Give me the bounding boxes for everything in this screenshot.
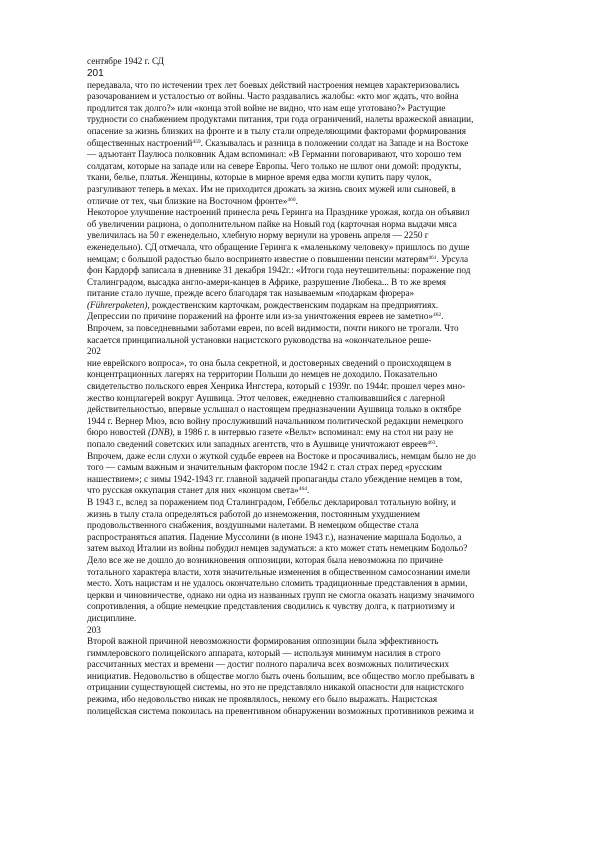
text-line: питание стало лучше, прежде всего благодаря так называемым «подаркам фюрера» bbox=[87, 288, 415, 299]
text-segment: . Урсула bbox=[436, 253, 469, 264]
italic-term: (Führerpaketen), bbox=[87, 299, 150, 310]
text-line: сопротивления, а общие немецкие представления сводились к чувству долга, к патриотизму и bbox=[87, 601, 455, 612]
text-line: трудности со снабжением продуктами питания, три года ограничений, налеты вражеской авиации, bbox=[87, 114, 474, 125]
text-line bbox=[87, 254, 534, 266]
text-segment: . bbox=[307, 485, 310, 496]
text-line: затем выход Италии из войны побудил немцев задуматься: а кто может стать немецким Бодольо? bbox=[87, 543, 468, 554]
text-line: свидетельство польского еврея Хенрика Ингстера, который с 1939г. по 1944г. прошел через мно- bbox=[87, 381, 466, 392]
page-number: 201 bbox=[87, 67, 104, 79]
text-line: Дело все же не дошло до возникновения оппозиции, которая была невозможна по причине bbox=[87, 554, 443, 565]
text-line bbox=[87, 138, 534, 150]
text-line: того — самым важным и значительным фактором после 1942 г. стал страх перед «русским bbox=[87, 462, 442, 473]
text-segment: в 1986 г. в интервью газете «Вельт» вспоминал: ему на стол ни разу не bbox=[174, 427, 454, 438]
text-segment: попало сведений советских или западных агентств, что в Аушвице уничтожают евреев bbox=[87, 439, 428, 449]
text-line: продовольственного снабжения, воздушными налетами. В немецком обществе стала bbox=[87, 520, 419, 531]
page-number: 202 bbox=[87, 346, 101, 357]
text-line: место. Хоть нацистам и не удалось окончательно сломить традиционные представления в армии, bbox=[87, 578, 468, 589]
footnote-ref: 463 bbox=[427, 440, 436, 446]
text-line: — адъютант Паулюса полковник Адам вспоминал: «В Германии поговаривают, что хорошо тем bbox=[87, 149, 462, 160]
text-line: жество концлагерей вокруг Аушвица. Этот человек, ежедневно сталкивавшийся с лагерной bbox=[87, 392, 446, 403]
text-segment: Депрессии по причине поражений на фронте или из-за уничтожения евреев не заметно» bbox=[87, 311, 433, 322]
text-line: Впрочем, даже если слухи о жуткой судьбе евреев на Востоке и просачивались, немцам было не до bbox=[87, 450, 476, 461]
document-page bbox=[87, 56, 534, 717]
text-line: режима, ибо недовольство никак не проявлялось, некому его было выражать. Нацистская bbox=[87, 694, 438, 705]
text-line: увеличилась на 50 г еженедельно, хлебную норму вернули на уровень апреля — 2250 г bbox=[87, 230, 429, 241]
text-line: концентрационных лагерях на территории Польши до немцев не доходило. Показательно bbox=[87, 369, 438, 380]
text-line: об увеличении рациона, о дополнительном пайке на Новый год (карточная норма выдачи мяса bbox=[87, 218, 457, 229]
text-line: действительностью, впервые услышал о настоящем предназначении Аушвица только в октябре bbox=[87, 404, 462, 415]
text-line: гиммлеровского полицейского аппарата, который — используя минимум насилия в строго bbox=[87, 647, 441, 658]
text-segment: . Сказывалась и разница в положении солдат на Западе и на Востоке bbox=[200, 137, 469, 148]
text-line bbox=[87, 485, 534, 497]
text-segment: немцам; с большой радостью было воспринято известие о повышении пенсии матерям bbox=[87, 253, 429, 264]
text-segment: что русская оккупация станет для них «концом света» bbox=[87, 485, 299, 496]
text-segment: бюро новостей bbox=[87, 427, 149, 438]
text-segment: отличие от тех, чьи близкие на Восточном фронте» bbox=[87, 195, 288, 206]
text-line: Некоторое улучшение настроений принесла речь Геринга на Празднике урожая, когда он объявил bbox=[87, 207, 470, 218]
footnote-ref: 462 bbox=[433, 312, 442, 319]
text-line: инициатив. Недовольство в обществе могло быть очень большим, все общество могло пребывать в bbox=[87, 670, 475, 681]
text-line: разгуливают теперь в мехах. Им не приходится дрожать за жизнь своих мужей или сыновей, в bbox=[87, 183, 456, 194]
text-line: разочарованием и усталостью от войны. Часто раздавались жалобы: «кто мог ждать, что война bbox=[87, 91, 459, 102]
text-line: еженедельно). СД отмечала, что обращение Геринга к «маленькому человеку» пришлось по душе bbox=[87, 241, 470, 252]
page-number: 203 bbox=[87, 624, 101, 635]
text-line: отрицании существующей системы, но это не представляло никакой опасности для нацистского bbox=[87, 682, 464, 693]
text-line: жизнь в тылу стала определяться работой до изнеможения, постоянным ухудшением bbox=[87, 508, 420, 519]
text-line bbox=[87, 300, 534, 312]
text-line: ние еврейского вопроса», то она была секретной, и достоверных сведений о происходящем в bbox=[87, 357, 452, 368]
text-line: фон Кардорф записала в дневнике 31 декабря 1942г.: «Итоги года неутешительны: поражение под bbox=[87, 265, 471, 276]
text-line: солдатам, которые на западе или на севере Европы. Чего только не шлют они домой: продукты, bbox=[87, 160, 462, 171]
text-line bbox=[87, 427, 534, 439]
footnote-ref: 464 bbox=[298, 486, 308, 493]
text-line: передавала, что по истечении трех лет боевых действий настроения немцев характеризовались bbox=[87, 79, 460, 90]
text-line: дисциплине. bbox=[87, 612, 137, 623]
text-segment: . bbox=[441, 311, 444, 322]
text-line: В 1943 г., вслед за поражением под Сталинградом, Геббельс декларировал тотальную войну, и bbox=[87, 496, 456, 507]
text-line: рассчитанных местах и времени — достиг полного паралича всех возможных политических bbox=[87, 659, 450, 670]
text-line bbox=[87, 311, 534, 323]
text-line: распространяться апатия. Падение Муссолини (в июне 1943 г.), назначение маршала Бодольо, а bbox=[87, 531, 462, 542]
text-segment: . bbox=[435, 439, 438, 449]
text-line: Второй важной причиной невозможности формирования оппозиции была эффективность bbox=[87, 636, 439, 647]
text-line: полицейская система покоилась на превентивном обнаружении возможных противников режима и bbox=[87, 705, 474, 716]
text-segment: рождественским карточкам, рождественским подаркам на предприятиях. bbox=[149, 299, 439, 310]
text-line: Впрочем, за повседневными заботами евреи, по всей видимости, почти никого не трогали. Что bbox=[87, 323, 459, 334]
text-line: 1944 г. Вернер Мюэ, всю войну прослуживший начальником политической редакции немецкого bbox=[87, 415, 464, 426]
italic-term: (DNB), bbox=[148, 427, 175, 438]
text-line: касается принципиальной установки нацистского руководства на «окончательное реше- bbox=[87, 334, 432, 345]
text-line: тотального характера власти, хотя значительные изменения в общественном самосознании имели bbox=[87, 566, 471, 577]
footnote-ref: 459 bbox=[192, 138, 201, 145]
text-line: сентябре 1942 г. СД bbox=[87, 56, 164, 66]
footnote-ref: 461 bbox=[428, 254, 437, 261]
text-line: продлится так долго?» или «конца этой войне не видно, что нам еще уготовано?» Растущие bbox=[87, 102, 446, 113]
text-line: опасение за жизнь близких на фронте и в тылу стали определяющими факторами формирования bbox=[87, 125, 466, 136]
text-line: Сталинградом, высадка англо-амери-канцев в Африке, разрушение Любека... В то же время bbox=[87, 276, 447, 287]
text-segment: общественных настроений bbox=[87, 137, 193, 148]
text-segment: . bbox=[295, 195, 298, 206]
text-line: церкви и чиновничестве, однако ни одна из названных групп не смогла оказать нацизму значимого bbox=[87, 589, 475, 600]
text-line: ткани, белье, платья. Женщины, которые в мирное время едва могли купить пару чулок, bbox=[87, 172, 432, 183]
text-line bbox=[87, 439, 534, 451]
footnote-ref: 460 bbox=[287, 196, 296, 203]
text-line bbox=[87, 196, 534, 208]
text-line: нашествием»; с зимы 1942-1943 гг. главной задачей пропаганды стало убеждение немцев в том, bbox=[87, 473, 463, 484]
